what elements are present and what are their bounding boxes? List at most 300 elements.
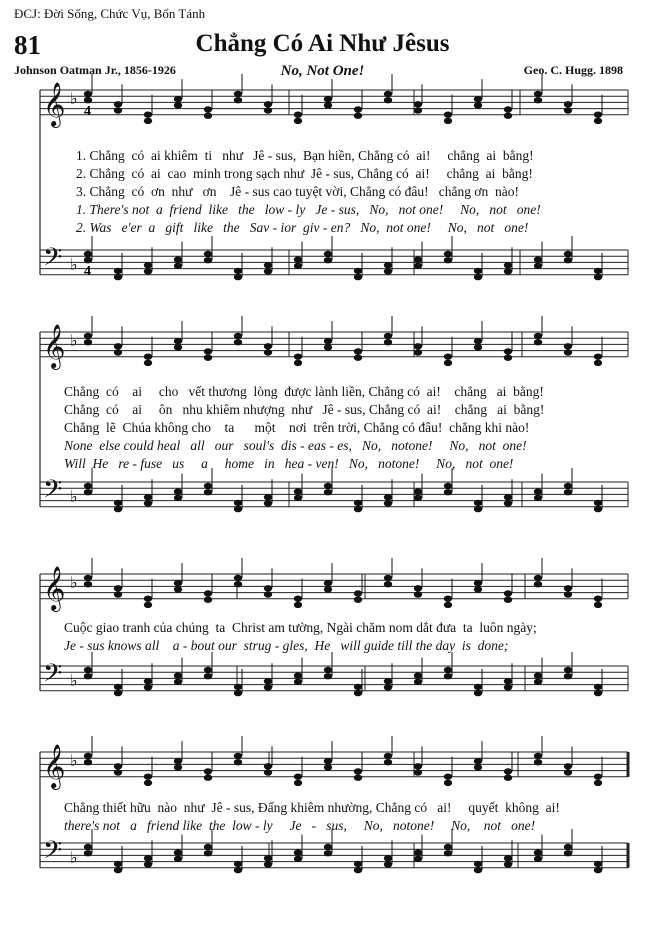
notehead [264, 769, 272, 775]
notehead [564, 349, 572, 355]
notehead [204, 768, 212, 774]
notehead [234, 97, 242, 103]
notehead [564, 489, 572, 495]
notehead [594, 500, 602, 506]
notehead [504, 494, 512, 500]
notehead [234, 690, 242, 696]
notehead [294, 780, 302, 786]
notehead [504, 348, 512, 354]
notehead [594, 353, 602, 359]
notehead [294, 495, 302, 501]
notehead [144, 595, 152, 601]
lyric-line: Cuộc giao tranh của chúng ta Christ am tường, Ngài chăm nom dắt đưa ta luôn ngày; [64, 620, 537, 635]
notehead [234, 333, 242, 339]
key-flat-icon: ♭ [70, 848, 78, 867]
notehead [504, 597, 512, 603]
notehead [294, 353, 302, 359]
notehead [294, 256, 302, 262]
notehead [474, 764, 482, 770]
notehead [294, 595, 302, 601]
key-flat-icon: ♭ [70, 671, 78, 690]
notehead [144, 855, 152, 861]
composer-credit: Geo. C. Hugg. 1898 [523, 63, 623, 77]
notehead [414, 679, 422, 685]
notehead [84, 850, 92, 856]
notehead [534, 672, 542, 678]
notehead [204, 667, 212, 673]
notehead [264, 678, 272, 684]
notehead [114, 769, 122, 775]
notehead [324, 850, 332, 856]
notehead [234, 753, 242, 759]
notehead [204, 673, 212, 679]
notehead [414, 585, 422, 591]
notehead [174, 495, 182, 501]
key-flat-icon: ♭ [70, 331, 78, 350]
notehead [354, 775, 362, 781]
notehead [564, 107, 572, 113]
notehead [114, 591, 122, 597]
notehead [84, 333, 92, 339]
notehead [114, 763, 122, 769]
notehead [174, 338, 182, 344]
notehead [144, 268, 152, 274]
notehead [564, 101, 572, 107]
notehead [474, 580, 482, 586]
treble-clef-icon: 𝄞 [43, 744, 66, 788]
notehead [294, 488, 302, 494]
notehead [354, 268, 362, 274]
notehead [264, 591, 272, 597]
notehead [174, 672, 182, 678]
notehead [84, 483, 92, 489]
notehead [264, 349, 272, 355]
notehead [354, 500, 362, 506]
notehead [474, 344, 482, 350]
notehead [474, 586, 482, 592]
notehead [204, 775, 212, 781]
notehead [504, 355, 512, 361]
notehead [174, 580, 182, 586]
notehead [354, 106, 362, 112]
notehead [114, 585, 122, 591]
notehead [144, 111, 152, 117]
notehead [324, 586, 332, 592]
notehead [144, 861, 152, 867]
notehead [594, 867, 602, 873]
notehead [504, 684, 512, 690]
bass-clef-icon: 𝄢 [43, 475, 63, 510]
notehead [444, 773, 452, 779]
bass-clef-icon: 𝄢 [43, 243, 63, 278]
notehead [294, 849, 302, 855]
notehead [384, 684, 392, 690]
notehead [594, 684, 602, 690]
notehead [354, 768, 362, 774]
notehead [324, 764, 332, 770]
notehead [444, 353, 452, 359]
notehead [264, 585, 272, 591]
notehead [564, 257, 572, 263]
notehead [324, 673, 332, 679]
notehead [84, 753, 92, 759]
notehead [564, 591, 572, 597]
notehead [564, 483, 572, 489]
notehead [114, 861, 122, 867]
notehead [294, 773, 302, 779]
notehead [474, 274, 482, 280]
notehead [414, 101, 422, 107]
notehead [84, 581, 92, 587]
notehead [264, 107, 272, 113]
notehead [474, 268, 482, 274]
notehead [144, 262, 152, 268]
notehead [564, 769, 572, 775]
notehead [294, 263, 302, 269]
notehead [354, 348, 362, 354]
hymn-title: Chẳng Có Ai Như Jêsus [195, 30, 450, 57]
notehead [204, 251, 212, 257]
notehead [354, 274, 362, 280]
notehead [84, 667, 92, 673]
notehead [354, 355, 362, 361]
notehead [444, 251, 452, 257]
notehead [84, 759, 92, 765]
notehead [384, 339, 392, 345]
notehead [294, 360, 302, 366]
notehead [114, 349, 122, 355]
notehead [144, 494, 152, 500]
notehead [144, 678, 152, 684]
notehead [534, 495, 542, 501]
notehead [384, 91, 392, 97]
lyric-line: Chẳng lẽ Chúa không cho ta một nơi trên trời, Chẳng có đâu! chẳng khi nào! [64, 420, 530, 435]
notehead [384, 500, 392, 506]
notehead [294, 111, 302, 117]
notehead [474, 96, 482, 102]
notehead [444, 602, 452, 608]
treble-clef-icon: 𝄞 [43, 82, 66, 126]
notehead [204, 597, 212, 603]
notehead [414, 107, 422, 113]
notehead [384, 494, 392, 500]
notehead [114, 268, 122, 274]
notehead [234, 268, 242, 274]
notehead [354, 861, 362, 867]
notehead [234, 575, 242, 581]
key-flat-icon: ♭ [70, 255, 78, 274]
notehead [264, 343, 272, 349]
notehead [174, 849, 182, 855]
notehead [534, 581, 542, 587]
notehead [534, 759, 542, 765]
notehead [384, 268, 392, 274]
notehead [204, 106, 212, 112]
notehead [534, 263, 542, 269]
notehead [84, 91, 92, 97]
notehead [594, 111, 602, 117]
notehead [594, 360, 602, 366]
notehead [414, 256, 422, 262]
notehead [414, 672, 422, 678]
notehead [564, 585, 572, 591]
key-flat-icon: ♭ [70, 751, 78, 770]
notehead [264, 763, 272, 769]
notehead [474, 690, 482, 696]
notehead [114, 690, 122, 696]
notehead [384, 581, 392, 587]
lyric-line: there's not a friend like the low - ly Je - sus, No, notone! No, not one! [64, 818, 536, 833]
notehead [384, 861, 392, 867]
notehead [324, 844, 332, 850]
notehead [474, 500, 482, 506]
notehead [324, 758, 332, 764]
notehead [594, 506, 602, 512]
notehead [444, 111, 452, 117]
notehead [384, 262, 392, 268]
notehead [474, 338, 482, 344]
notehead [534, 339, 542, 345]
notehead [534, 91, 542, 97]
notehead [114, 343, 122, 349]
notehead [264, 268, 272, 274]
notehead [204, 850, 212, 856]
notehead [354, 690, 362, 696]
notehead [204, 483, 212, 489]
notehead [534, 333, 542, 339]
notehead [504, 500, 512, 506]
notehead [174, 679, 182, 685]
notehead [414, 495, 422, 501]
notehead [264, 500, 272, 506]
notehead [414, 763, 422, 769]
notehead [114, 274, 122, 280]
notehead [444, 595, 452, 601]
lyric-line: 2. Chẳng có ai cao minh trong sạch như Jê - sus, Chẳng có ai! chẳng ai bằng! [76, 166, 533, 181]
notehead [264, 855, 272, 861]
notehead [174, 488, 182, 494]
notehead [204, 348, 212, 354]
notehead [324, 338, 332, 344]
notehead [474, 102, 482, 108]
time-signature-bottom: 4 [84, 264, 91, 279]
notehead [174, 856, 182, 862]
notehead [534, 488, 542, 494]
notehead [144, 602, 152, 608]
notehead [114, 506, 122, 512]
notehead [114, 684, 122, 690]
notehead [474, 506, 482, 512]
notehead [564, 343, 572, 349]
notehead [594, 274, 602, 280]
notehead [144, 500, 152, 506]
lyric-line: Chẳng có ai cho vết thương lòng được lành liền, Chẳng có ai! chẳng ai bằng! [64, 384, 544, 399]
notehead [384, 759, 392, 765]
notehead [84, 575, 92, 581]
treble-clef-icon: 𝄞 [43, 566, 66, 610]
notehead [204, 355, 212, 361]
notehead [414, 263, 422, 269]
notehead [594, 861, 602, 867]
notehead [324, 257, 332, 263]
notehead [414, 591, 422, 597]
notehead [534, 856, 542, 862]
notehead [414, 849, 422, 855]
notehead [354, 867, 362, 873]
notehead [234, 861, 242, 867]
key-flat-icon: ♭ [70, 487, 78, 506]
notehead [534, 575, 542, 581]
notehead [474, 861, 482, 867]
notehead [564, 850, 572, 856]
notehead [144, 118, 152, 124]
notehead [144, 684, 152, 690]
notehead [84, 257, 92, 263]
lyric-line: Chẳng thiết hữu nào như Jê - sus, Đấng khiêm nhường, Chẳng có ai! quyết không ai! [64, 800, 560, 815]
notehead [504, 678, 512, 684]
lyric-line: 1. Chẳng có ai khiêm ti như Jê - sus, Bạn hiền, Chẳng có ai! chẳng ai bằng! [76, 148, 534, 163]
notehead [354, 113, 362, 119]
notehead [384, 97, 392, 103]
notehead [414, 343, 422, 349]
notehead [444, 850, 452, 856]
notehead [324, 102, 332, 108]
notehead [174, 96, 182, 102]
lyric-line: Chẳng có ai ôn nhu khiêm nhượng như Jê - sus, Chẳng có ai! chẳng ai bằng! [64, 402, 545, 417]
notehead [144, 360, 152, 366]
notehead [594, 595, 602, 601]
notehead [504, 590, 512, 596]
notehead [324, 96, 332, 102]
notehead [414, 856, 422, 862]
bass-clef-icon: 𝄢 [43, 659, 63, 694]
notehead [234, 867, 242, 873]
notehead [84, 844, 92, 850]
notehead [534, 256, 542, 262]
notehead [414, 769, 422, 775]
lyric-line: 2. Was e'er a gift like the Sav - ior giv - en? No, not one! No, not one! [76, 220, 529, 235]
notehead [324, 489, 332, 495]
notehead [504, 861, 512, 867]
notehead [384, 333, 392, 339]
notehead [384, 753, 392, 759]
notehead [144, 780, 152, 786]
notehead [294, 118, 302, 124]
notehead [174, 586, 182, 592]
key-flat-icon: ♭ [70, 573, 78, 592]
notehead [324, 483, 332, 489]
hymn-subtitle: No, Not One! [280, 63, 365, 79]
notehead [354, 597, 362, 603]
notehead [114, 500, 122, 506]
notehead [234, 581, 242, 587]
notehead [84, 251, 92, 257]
notehead [174, 102, 182, 108]
notehead [444, 257, 452, 263]
notehead [444, 667, 452, 673]
notehead [234, 274, 242, 280]
notehead [444, 489, 452, 495]
notehead [234, 759, 242, 765]
lyric-line: 1. There's not a friend like the low - ly Je - sus, No, not one! No, not one! [76, 202, 541, 217]
notehead [594, 268, 602, 274]
notehead [564, 844, 572, 850]
lyric-line: Je - sus knows all a - bout our strug - gles, He will guide till the day is done; [64, 638, 509, 653]
notehead [594, 780, 602, 786]
notehead [414, 349, 422, 355]
lyric-line: 3. Chẳng có ơn như ơn Jê - sus cao tuyệt vời, Chẳng có đâu! chẳng ơn nào! [76, 184, 520, 199]
notehead [204, 590, 212, 596]
notehead [444, 118, 452, 124]
notehead [294, 679, 302, 685]
notehead [534, 849, 542, 855]
hymnal-section: ĐCJ: Đời Sống, Chức Vụ, Bổn Tánh [14, 6, 206, 21]
notehead [354, 506, 362, 512]
notehead [114, 867, 122, 873]
notehead [564, 673, 572, 679]
notehead [504, 113, 512, 119]
notehead [234, 91, 242, 97]
notehead [144, 773, 152, 779]
notehead [264, 861, 272, 867]
notehead [474, 758, 482, 764]
notehead [234, 339, 242, 345]
notehead [384, 855, 392, 861]
notehead [324, 667, 332, 673]
notehead [294, 856, 302, 862]
time-signature-bottom: 4 [84, 104, 91, 119]
notehead [234, 506, 242, 512]
notehead [384, 575, 392, 581]
notehead [504, 855, 512, 861]
notehead [234, 684, 242, 690]
notehead [504, 768, 512, 774]
notehead [444, 483, 452, 489]
notehead [594, 118, 602, 124]
notehead [354, 684, 362, 690]
notehead [174, 764, 182, 770]
treble-clef-icon: 𝄞 [43, 324, 66, 368]
notehead [324, 251, 332, 257]
notehead [384, 678, 392, 684]
notehead [594, 690, 602, 696]
notehead [324, 580, 332, 586]
notehead [504, 106, 512, 112]
notehead [174, 758, 182, 764]
key-flat-icon: ♭ [70, 89, 78, 108]
notehead [84, 673, 92, 679]
notehead [264, 262, 272, 268]
notehead [294, 602, 302, 608]
notehead [414, 488, 422, 494]
notehead [174, 256, 182, 262]
notehead [534, 97, 542, 103]
notehead [294, 672, 302, 678]
notehead [534, 679, 542, 685]
notehead [84, 489, 92, 495]
notehead [474, 867, 482, 873]
notehead [174, 263, 182, 269]
notehead [594, 773, 602, 779]
notehead [234, 500, 242, 506]
notehead [264, 101, 272, 107]
notehead [204, 257, 212, 263]
lyric-line: None else could heal all our soul's dis - eas - es, No, notone! No, not one! [64, 438, 527, 453]
notehead [174, 344, 182, 350]
lyricist-credit: Johnson Oatman Jr., 1856-1926 [14, 63, 176, 77]
notehead [504, 775, 512, 781]
notehead [114, 107, 122, 113]
